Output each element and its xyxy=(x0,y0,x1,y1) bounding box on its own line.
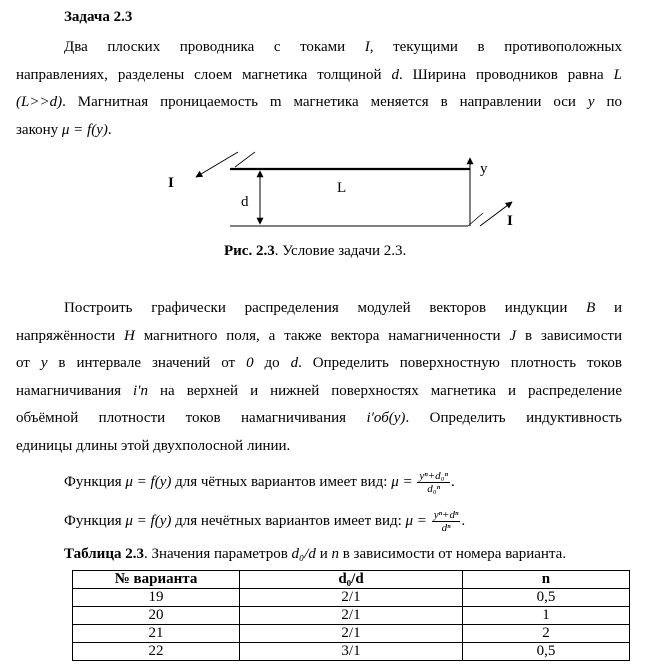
task-title: Задача 2.3 xyxy=(64,9,133,25)
width-label: L xyxy=(337,180,347,196)
current-label-right: I⃗ xyxy=(507,213,525,229)
table-caption: Таблица 2.3. Значения параметров d₀/d и n в зависимости от номера варианта. xyxy=(64,546,567,562)
header-n: n xyxy=(462,571,629,589)
figure-caption: Рис. 2.3. Условие задачи 2.3. xyxy=(224,243,407,259)
header-d0-d: d₀/d xyxy=(240,571,463,589)
table-row: 20 2/1 1 xyxy=(73,607,630,625)
text-line: единицы длины этой двухполосной линии. xyxy=(16,437,291,454)
text-line: направлениях, разделены слоем магнетика толщиной d. Ширина проводников равна L xyxy=(16,66,622,83)
figure-diagram xyxy=(150,148,530,238)
text-line: закону μ = f(y). xyxy=(16,121,112,138)
function-odd: Функция μ = f(y) для нечётных вариантов имеет вид: μ = $\frac{\text{yⁿ+dⁿ}}{\text{dⁿ}}$ . xyxy=(64,509,466,535)
thickness-label: d xyxy=(241,194,249,210)
table-row: 22 3/1 0,5 xyxy=(73,643,630,661)
top-conductor-edge xyxy=(235,152,255,167)
text-line: напряжённости H магнитного поля, а также вектора намагниченности J в зависимости xyxy=(16,327,623,344)
header-variant: № варианта xyxy=(73,571,240,589)
odd-fraction: $\frac{\text{yⁿ+dⁿ}}{\text{dⁿ}}$ xyxy=(433,509,459,535)
table-row: 21 2/1 2 xyxy=(73,625,630,643)
text-line: от y в интервале значений от 0 до d. Определить поверхностную плотность токов xyxy=(16,355,622,371)
current-label-left: I⃗ xyxy=(168,175,186,191)
current-arrow-left xyxy=(196,152,238,177)
function-even: Функция μ = f(y) для чётных вариантов имеет вид: μ = $\frac{\text{yⁿ+d₀ⁿ}}{\text{d₀ⁿ}}$ . xyxy=(64,470,455,496)
table-header-row xyxy=(73,571,630,589)
table-row: 19 2/1 0,5 xyxy=(73,589,630,607)
text-line: объёмной плотности токов намагничивания i′об(y). Определить индуктивность xyxy=(16,410,622,426)
even-fraction: $\frac{\text{yⁿ+d₀ⁿ}}{\text{d₀ⁿ}}$ xyxy=(419,470,448,496)
text-line: Построить графически распределения модулей векторов индукции B и xyxy=(64,300,622,316)
parameters-table xyxy=(72,570,630,661)
text-line: намагничивания i′п на верхней и нижней поверхностях магнетика и распределение xyxy=(16,382,622,399)
text-line: Два плоских проводника с токами I, текущими в противоположных xyxy=(64,39,622,55)
text-line: (L>>d). Магнитная проницаемость m магнетика меняется в направлении оси y по xyxy=(16,94,622,110)
axis-label-y: y xyxy=(480,161,488,177)
